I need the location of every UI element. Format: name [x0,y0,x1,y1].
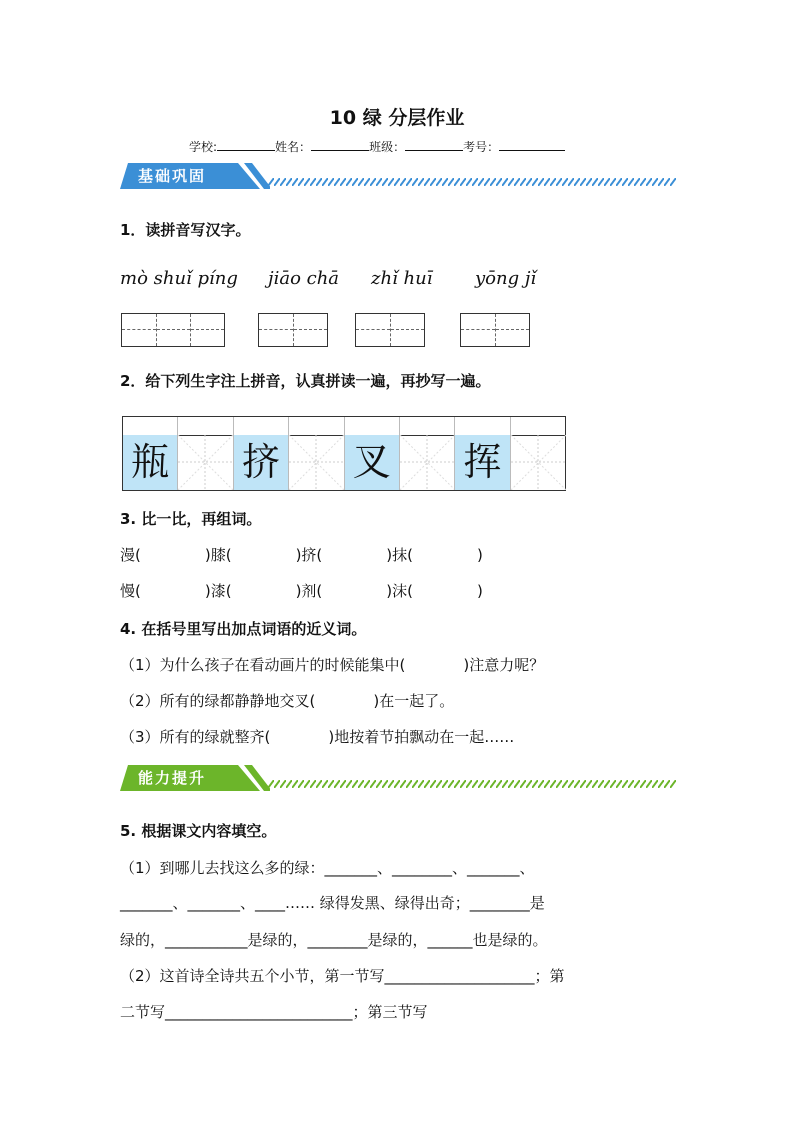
pinyin-cell[interactable] [123,417,177,435]
model-char-cell [233,435,288,490]
mi-grid [178,435,233,490]
word-slot: )漆( [204,582,232,600]
question-1-stem: 1．读拼音写汉字。 [120,221,251,239]
mi-grid [511,435,566,490]
fill-line-2[interactable]: _______、_______、____…… 绿得发黑、绿得出奇；________是 [120,894,545,912]
pinyin-2: jiāo chā [268,268,340,289]
fill-line-1[interactable]: （1）到哪儿去找这么多的绿：_______、________、_______、 [120,859,535,877]
pinyin-row [123,417,565,436]
compare-row-1 [120,544,483,565]
pinyin-cell[interactable] [233,417,288,435]
pinyin-cell[interactable] [399,417,454,435]
pinyin-4: yōng jǐ [475,268,537,289]
question-3-stem: 3. 比一比，再组词。 [120,510,262,528]
word-slot: 慢( [120,582,141,600]
model-char: 挥 [463,440,502,484]
writing-box-3[interactable] [355,313,425,347]
mi-grid [289,435,344,490]
model-char: 挤 [241,440,280,484]
pinyin-cell[interactable] [177,417,232,435]
copy-cell[interactable] [177,435,232,490]
section-label: 能力提升 [138,769,207,787]
item-text: （2）所有的绿都静静地交叉( [120,692,316,710]
word-slot: )挤( [295,546,323,564]
pinyin-3: zhǐ huī [371,268,433,289]
writing-box-2[interactable] [258,313,328,347]
model-char-cell [454,435,509,490]
character-row [123,435,565,490]
item-text: （1）为什么孩子在看动画片的时候能集中( [120,656,406,674]
item-text: )注意力呢？ [463,656,545,674]
word-slot: ) [477,546,483,564]
pinyin-cell[interactable] [454,417,509,435]
exam-no-label: 考号： [463,140,500,154]
synonym-item-2 [120,690,454,711]
model-char-cell [123,435,177,490]
synonym-item-3 [120,726,514,747]
copy-cell[interactable] [399,435,454,490]
item-text: )地按着节拍飘动在一起…… [328,728,515,746]
pinyin-cell[interactable] [344,417,399,435]
copy-cell[interactable] [288,435,343,490]
word-slot: )沫( [386,582,414,600]
name-blank[interactable] [311,139,369,151]
exam-no-blank[interactable] [499,139,565,151]
copy-cell[interactable] [510,435,565,490]
fill-line-4[interactable]: （2）这首诗全诗共五个小节，第一节写____________________；第 [120,967,565,985]
synonym-item-1 [120,654,544,675]
word-slot: ) [477,582,483,600]
fill-line-5[interactable]: 二节写_________________________；第三节写 [120,1003,428,1021]
character-practice-grid [122,416,566,491]
section-banner-advanced [120,763,676,793]
section-label: 基础巩固 [138,167,207,185]
model-char: 瓶 [131,440,170,484]
pinyin-1: mò shuǐ píng [120,268,238,289]
question-5-stem: 5. 根据课文内容填空。 [120,822,277,840]
model-char: 叉 [352,440,391,484]
question-2-stem: 2．给下列生字注上拼音，认真拼读一遍，再抄写一遍。 [120,372,491,390]
item-text: )在一起了。 [373,692,455,710]
word-slot: )膝( [204,546,232,564]
writing-box-4[interactable] [460,313,530,347]
name-label: 姓名： [275,140,312,154]
banner-stripe [268,780,676,788]
mi-grid [400,435,455,490]
section-banner-basic [120,161,676,191]
compare-row-2 [120,580,483,601]
school-label: 学校: [189,140,218,154]
page-title: 10 绿 分层作业 [329,107,465,129]
student-info-line [189,138,565,155]
word-slot: )抹( [386,546,414,564]
writing-box-1[interactable] [121,313,225,347]
word-slot: )剂( [295,582,323,600]
school-blank[interactable] [217,139,275,151]
class-label: 班级： [369,140,406,154]
model-char-cell [344,435,399,490]
question-4-stem: 4. 在括号里写出加点词语的近义词。 [120,620,367,638]
fill-line-3[interactable]: 绿的，___________是绿的，________是绿的，______也是绿的。 [120,931,548,949]
class-blank[interactable] [405,139,463,151]
pinyin-cell[interactable] [510,417,565,435]
word-slot: 漫( [120,546,141,564]
banner-stripe [268,178,676,186]
pinyin-cell[interactable] [288,417,343,435]
item-text: （3）所有的绿就整齐( [120,728,271,746]
